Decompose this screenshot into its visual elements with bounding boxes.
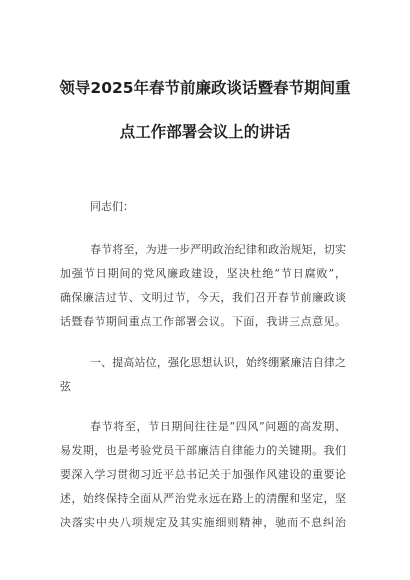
section-heading-1-line-2: 弦 [60,380,71,393]
document-title-line-1: 领导2025年春节前廉政谈话暨春节期间重 [59,79,351,97]
paragraph-2-line-4: 述，始终保持全面从严治党永远在路上的清醒和坚定，坚 [60,492,346,505]
document-title-line-2: 点工作部署会议上的讲话 [119,123,291,141]
salutation: 同志们： [90,200,134,213]
paragraph-1-line-4: 话暨春节期间重点工作部署会议。下面，我讲三点意见。 [60,315,346,328]
paragraph-2-line-1: 春节将至，节日期间往往是“四风”问题的高发期、 [90,420,346,433]
paragraph-2-line-3: 要深入学习贯彻习近平总书记关于加强作风建设的重要论 [60,468,346,481]
paragraph-1-line-1: 春节将至，为进一步严明政治纪律和政治规矩，切实 [90,243,346,256]
paragraph-2-line-2: 易发期，也是考验党员干部廉洁自律能力的关键期。我们 [60,444,346,457]
paragraph-1-line-3: 确保廉洁过节、文明过节，今天，我们召开春节前廉政谈 [60,291,346,304]
paragraph-1-line-2: 加强节日期间的党风廉政建设，坚决杜绝“节日腐败”， [60,267,346,280]
section-heading-1-line-1: 一、提高站位，强化思想认识，始终绷紧廉洁自律之 [90,356,346,369]
paragraph-2-line-5: 决落实中央八项规定及其实施细则精神，驰而不息纠治 [60,516,346,529]
